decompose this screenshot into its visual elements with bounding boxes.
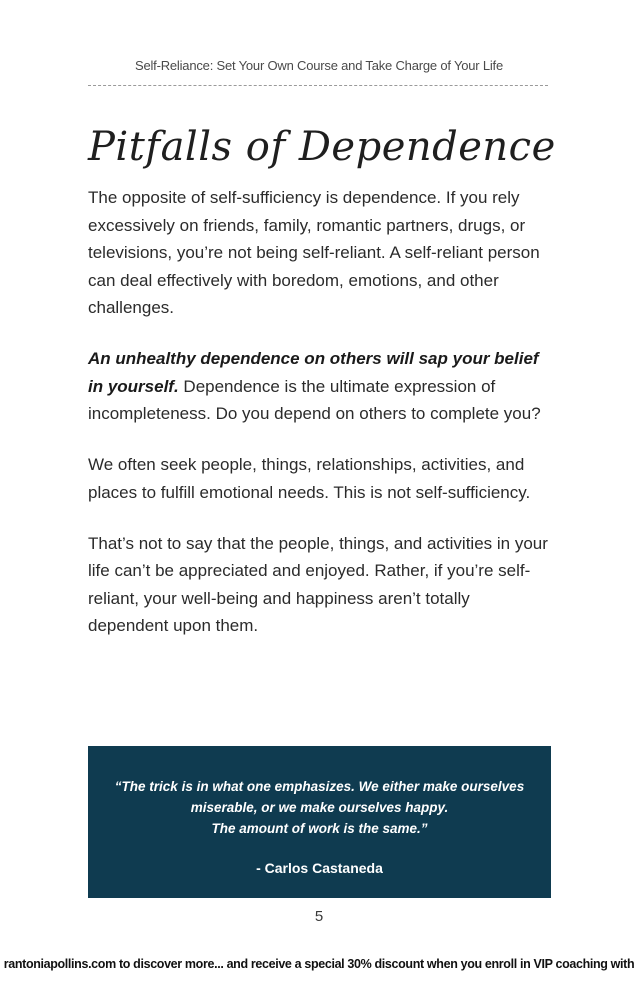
paragraph-2-emphasis: An unhealthy dependence on others will sap your belief in yourself.	[88, 349, 539, 396]
quote-line: miserable, or we make ourselves happy.	[190, 800, 449, 815]
running-header: Self-Reliance: Set Your Own Course and Take Charge of Your Life	[134, 58, 503, 73]
paragraph-4: That’s not to say that the people, things, and activities in your life can’t be appreciated and enjoyed. Rather, if you’re self-reliant, your well-being and happiness aren’t totally dependent upon them.	[88, 533, 548, 635]
body-text	[88, 184, 554, 663]
chapter-title: Pitfalls of Dependence	[88, 124, 556, 170]
quote-text	[88, 776, 551, 839]
quote-line: The amount of work is the same.”	[211, 821, 428, 836]
header-divider	[88, 85, 548, 86]
quote-line: “The trick is in what one emphasizes. We either make ourselves	[114, 779, 525, 794]
quote-author: - Carlos Castaneda	[256, 860, 383, 876]
paragraph-1: The opposite of self-sufficiency is dependence. If you rely excessively on friends, family, romantic partners, drugs, or televisions, you’re not being self-reliant. A self-reliant person can deal effectively with boredom, emotions, and other challenges.	[88, 188, 540, 317]
page-number: 5	[314, 908, 324, 925]
paragraph-3: We often seek people, things, relationships, activities, and places to fulfill emotional needs. This is not self-sufficiency.	[88, 455, 531, 502]
quote-box	[88, 746, 551, 898]
paragraph-2-text: Dependence is the ultimate expression of incompleteness. Do you depend on others to complete you?	[88, 376, 541, 423]
footer-promo-banner[interactable]: rantoniapollins.com to discover more... and receive a special 30% discount when you enroll in VIP coaching with	[3, 957, 635, 971]
paragraph-2	[88, 345, 554, 428]
